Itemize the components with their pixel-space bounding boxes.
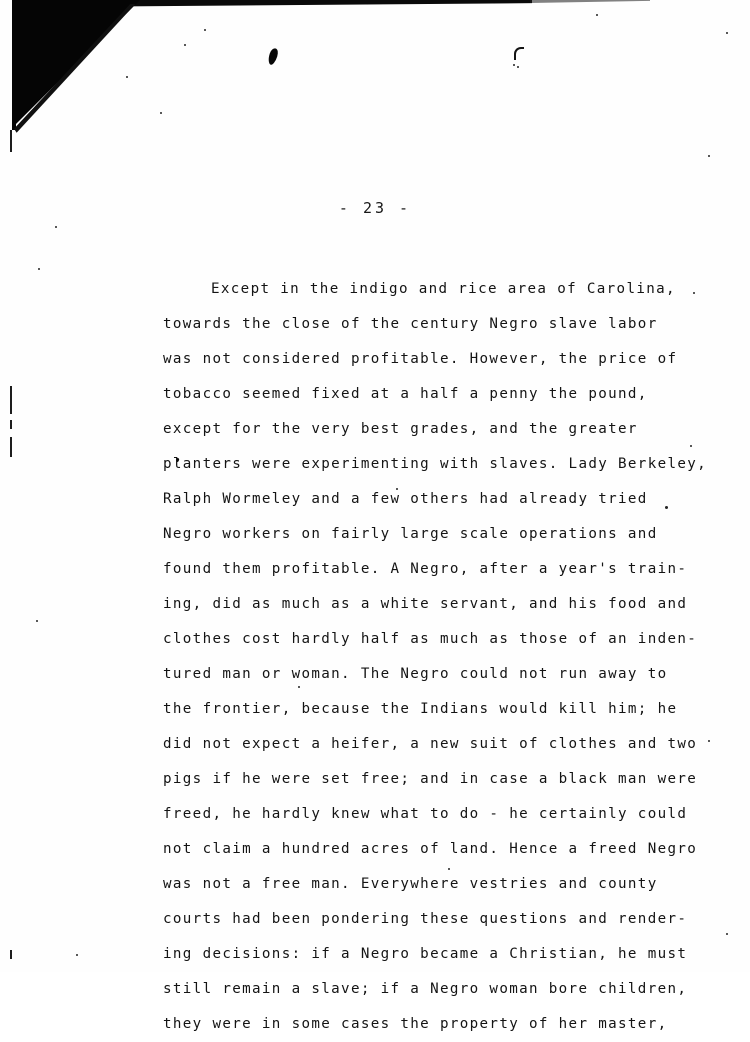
scan-edge-shadow-top-right	[530, 0, 650, 3]
text-line: except for the very best grades, and the greater	[163, 421, 638, 437]
dust-speck	[55, 226, 57, 228]
document-body	[163, 272, 708, 1042]
ink-hook-dot	[513, 64, 515, 66]
left-edge-tick-mid	[10, 386, 12, 414]
text-line: Negro workers on fairly large scale operations and	[163, 526, 658, 542]
ink-hook-mark	[514, 47, 524, 60]
text-line: found them profitable. A Negro, after a year's train-	[163, 561, 688, 577]
page-left-edge-line	[12, 0, 16, 130]
text-line: pigs if he were set free; and in case a black man were	[163, 771, 698, 787]
left-edge-tick-bottom	[10, 950, 12, 959]
dust-speck	[204, 29, 206, 31]
text-line: they were in some cases the property of her master,	[163, 1016, 668, 1032]
text-line: towards the close of the century Negro slave labor	[163, 316, 658, 332]
text-line: planters were experimenting with slaves. Lady Berkeley,	[163, 456, 708, 472]
dust-speck	[596, 14, 598, 16]
dust-speck	[708, 155, 710, 157]
page-number: - 23 -	[338, 199, 412, 217]
text-line: was not a free man. Everywhere vestries and county	[163, 876, 658, 892]
text-line: Ralph Wormeley and a few others had already tried	[163, 491, 648, 507]
dust-speck	[160, 112, 162, 114]
ink-speck-large	[267, 47, 280, 66]
text-line: still remain a slave; if a Negro woman bore children,	[163, 981, 688, 997]
dust-speck	[36, 620, 38, 622]
text-line: was not considered profitable. However, the price of	[163, 351, 678, 367]
dust-speck	[38, 268, 40, 270]
dust-speck	[184, 44, 186, 46]
dust-speck	[690, 445, 692, 447]
dust-speck	[76, 954, 78, 956]
text-line: clothes cost hardly half as much as those of an inden-	[163, 631, 698, 647]
left-edge-tick-mid-2	[10, 420, 12, 429]
text-line: did not expect a heifer, a new suit of clothes and two	[163, 736, 698, 752]
left-edge-tick-upper	[10, 130, 12, 152]
text-line: Except in the indigo and rice area of Carolina,	[211, 281, 676, 297]
left-edge-tick-lower	[10, 437, 12, 457]
ink-hook-dot	[517, 66, 519, 68]
text-line: not claim a hundred acres of land. Hence a freed Negro	[163, 841, 698, 857]
text-line: courts had been pondering these questions and render-	[163, 911, 688, 927]
text-line: the frontier, because the Indians would kill him; he	[163, 701, 678, 717]
dust-speck	[726, 933, 728, 935]
text-line: tobacco seemed fixed at a half a penny the pound,	[163, 386, 648, 402]
text-line: tured man or woman. The Negro could not run away to	[163, 666, 668, 682]
dust-speck	[708, 740, 710, 742]
text-line: freed, he hardly knew what to do - he certainly could	[163, 806, 688, 822]
text-line: ing, did as much as a white servant, and his food and	[163, 596, 688, 612]
dust-speck	[126, 76, 128, 78]
text-line: ing decisions: if a Negro became a Christian, he must	[163, 946, 688, 962]
dust-speck	[693, 292, 695, 294]
dust-speck	[726, 32, 728, 34]
